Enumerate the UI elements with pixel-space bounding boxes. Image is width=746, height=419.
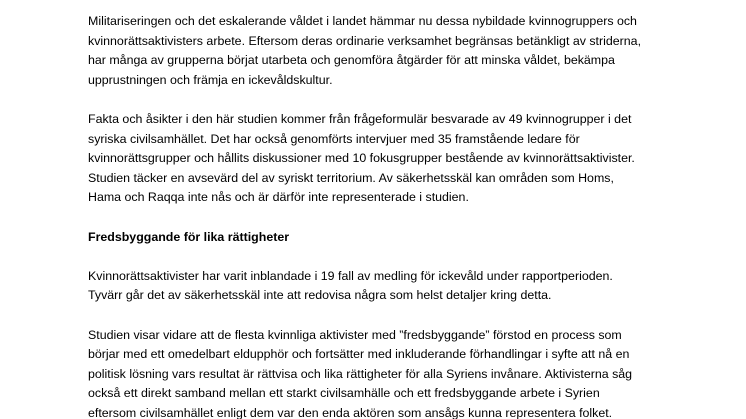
text-line: syriska civilsamhället. Det har också genomförts intervjuer med 35 framstående ledare för (88, 131, 580, 146)
text-line: har många av grupperna börjat utarbeta och genomföra åtgärder för att minska våldet, bekämpa (88, 53, 615, 68)
paragraph-spacer (88, 208, 668, 228)
text-line: upprustningen och främja en ickevåldskultur. (88, 72, 333, 87)
paragraph-mediation (88, 267, 668, 306)
text-line: Kvinnorättsaktivister har varit inblandade i 19 fall av medling för ickevåld under rapportperioden. (88, 268, 613, 283)
text-line: börjar med ett omedelbart eldupphör och fortsätter med inkluderande förhandlingar i syfte att nå en (88, 347, 630, 362)
text-line: kvinnorättsgrupper och hållits diskussioner med 10 fokusgrupper bestående av kvinnorättsaktivister. (88, 151, 635, 166)
paragraph-spacer (88, 306, 668, 326)
text-line: eftersom civilsamhället enligt dem var den enda aktören som ansågs kunna representera folket. (88, 405, 613, 419)
text-line: Studien täcker en avsevärd del av syriskt territorium. Av säkerhetsskäl kan områden som Homs, (88, 170, 614, 185)
text-line: Militariseringen och det eskalerande våldet i landet hämmar nu dessa nybildade kvinnogruppers och (88, 14, 637, 28)
paragraph-spacer (88, 90, 668, 110)
text-line: också ett direkt samband mellan ett starkt civilsamhälle och ett fredsbyggande arbete i Syrien (88, 386, 600, 401)
paragraph-militarization (88, 12, 668, 90)
document-body (88, 12, 668, 419)
paragraph-peacebuilding (88, 326, 668, 419)
text-line: Studien visar vidare att de flesta kvinnliga aktivister med ”fredsbyggande” förstod en process som (88, 327, 622, 342)
text-line: politisk lösning vars resultat är rättvisa och lika rättigheter för alla Syriens invånare. Aktivisterna såg (88, 366, 633, 381)
text-line: kvinnorättsaktivisters arbete. Eftersom deras ordinarie verksamhet begränsas betänkligt av striderna, (88, 33, 642, 48)
text-line: Hama och Raqqa inte nås och är därför inte representerade i studien. (88, 190, 469, 205)
text-line: Fakta och åsikter i den här studien kommer från frågeformulär besvarade av 49 kvinnogrupper i det (88, 111, 632, 126)
text-line: Tyvärr går det av säkerhetsskäl inte att redovisa några som helst detaljer kring detta. (88, 288, 552, 303)
heading-text: Fredsbyggande för lika rättigheter (88, 229, 290, 244)
section-heading (88, 228, 668, 248)
paragraph-study-sources (88, 110, 668, 208)
paragraph-spacer (88, 247, 668, 267)
